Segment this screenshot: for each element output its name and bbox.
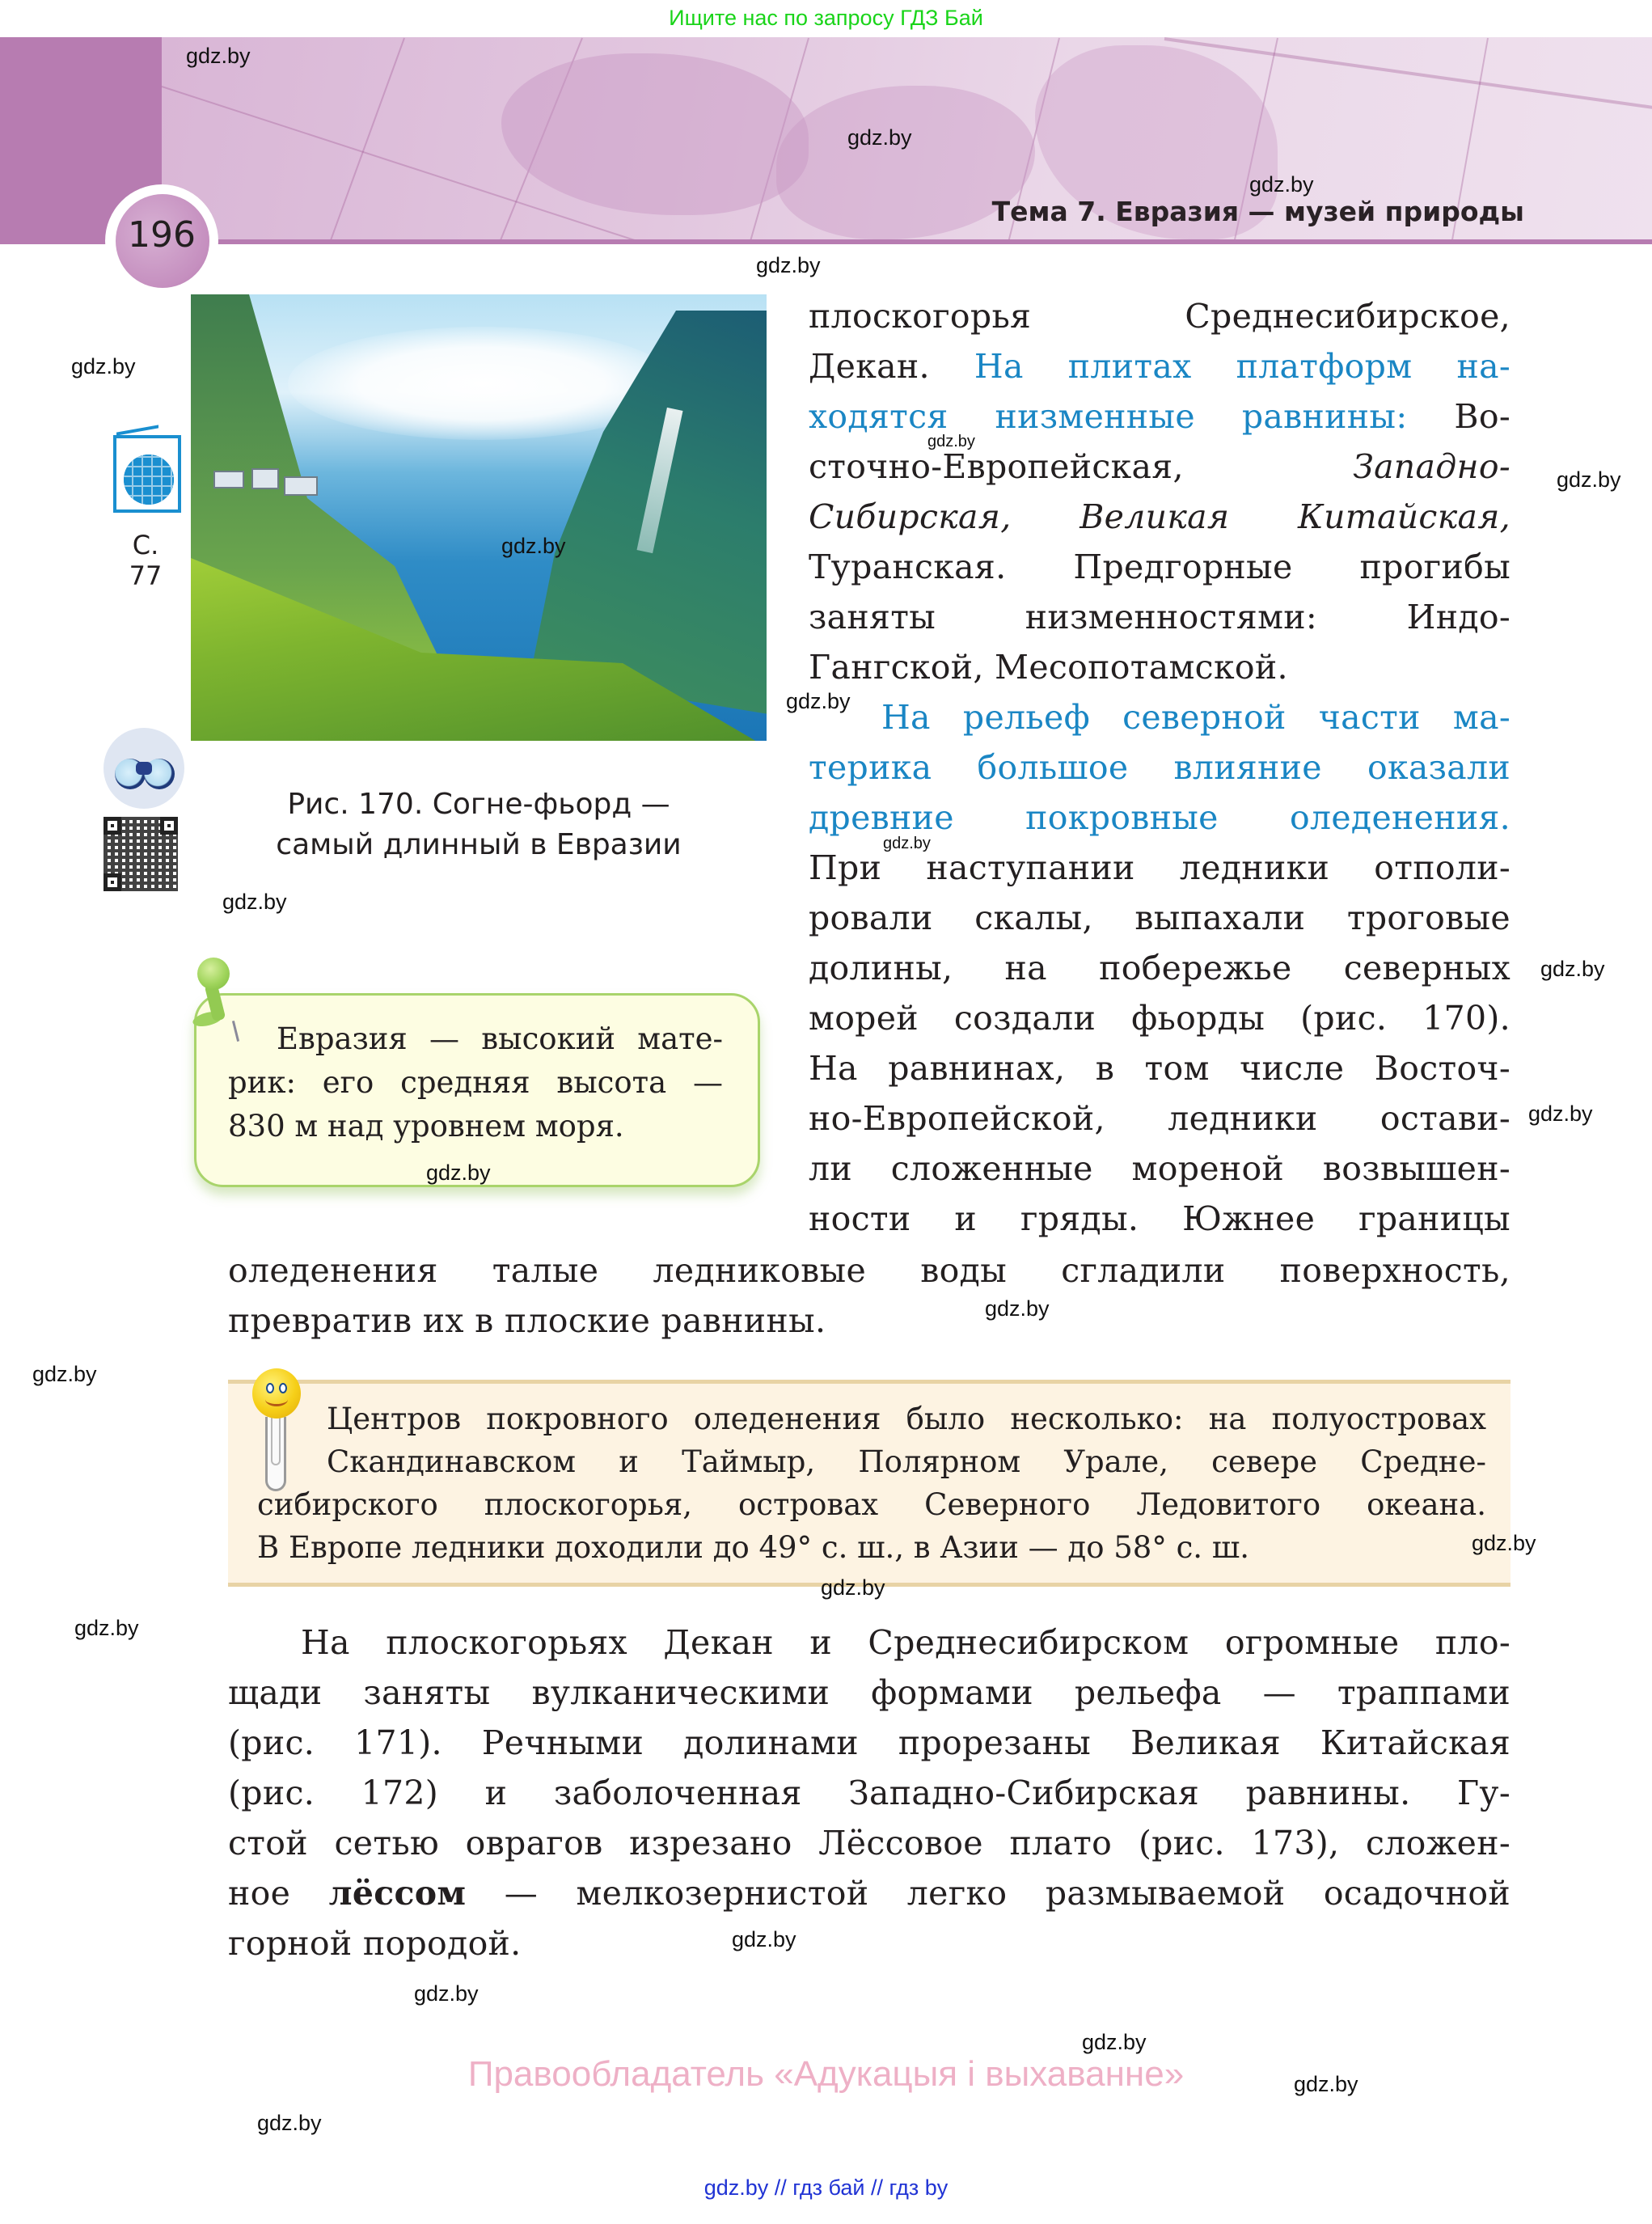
- text-line: заняты низменностями: Индо-: [809, 598, 1510, 636]
- final-paragraph: [228, 1617, 1510, 1968]
- page-number: 196: [128, 214, 196, 256]
- highlight-text: На рельеф северной части ма-: [881, 698, 1510, 737]
- caption-line: Рис. 170. Согне-фьорд —: [287, 788, 670, 821]
- text-line: [228, 1868, 1510, 1918]
- text-line: ли сложенные мореной возвышен-: [809, 1149, 1510, 1188]
- atlas-page-ref: С. 77: [129, 530, 163, 591]
- header-divider: [194, 239, 1652, 244]
- text-line: щади заняты вулканическими формами рельефа — траппами: [228, 1673, 1510, 1712]
- text-line: долины, на побережье северных: [809, 949, 1510, 987]
- qr-finder: [104, 873, 121, 891]
- watermark: gdz.by: [756, 253, 821, 277]
- watermark: gdz.by: [985, 1296, 1050, 1321]
- photo-house: [251, 468, 279, 489]
- text-line: оледенения талые ледниковые воды сгладили поверхность,: [228, 1251, 1510, 1290]
- info-line: сибирского плоскогорья, островах Северного Ледовитого океана.: [257, 1487, 1486, 1522]
- info-line: В Европе ледники доходили до 49° с. ш., в Азии — до 58° с. ш.: [257, 1530, 1249, 1565]
- watermark: gdz.by: [1540, 957, 1605, 981]
- text-line: плоскогорья Среднесибирское,: [809, 297, 1510, 336]
- watermark: gdz.by: [847, 125, 912, 150]
- text-line: На равнинах, в том числе Восточ-: [809, 1049, 1510, 1088]
- text-line: горной породой.: [228, 1924, 522, 1963]
- note-text: [228, 1017, 723, 1148]
- binoculars-bridge: [136, 762, 152, 775]
- pushpin-icon: [197, 958, 230, 990]
- photo-house: [284, 476, 318, 496]
- text-span: Во-: [1407, 397, 1510, 436]
- map-landmass: [501, 53, 809, 215]
- text-line: При наступании ледники отполи-: [809, 848, 1510, 887]
- text-line: ровали скалы, выпахали троговые: [809, 898, 1510, 937]
- globe-grid: [124, 455, 174, 505]
- highlight-text: древние покровные оледенения.: [809, 798, 1510, 837]
- watermark: gdz.by: [821, 1575, 885, 1600]
- search-banner[interactable]: Ищите нас по запросу ГДЗ Бай: [669, 6, 983, 30]
- note-line: Евразия — высокий мате-: [277, 1021, 723, 1056]
- text-span: ное: [228, 1874, 329, 1913]
- topic-title: Тема 7. Евразия — музей природы: [991, 196, 1524, 227]
- watermark: gdz.by: [222, 890, 287, 914]
- text-line: превратив их в плоские равнины.: [228, 1301, 826, 1340]
- watermark: gdz.by: [71, 354, 136, 378]
- watermark: gdz.by: [883, 835, 931, 852]
- watermark: gdz.by: [74, 1616, 139, 1640]
- watermark: gdz.by: [1294, 2072, 1358, 2096]
- note-line: рик: его средняя высота —: [228, 1065, 723, 1100]
- watermark: gdz.by: [1082, 2030, 1147, 2054]
- text-span: Декан.: [809, 347, 974, 386]
- watermark: gdz.by: [1528, 1101, 1593, 1126]
- footer-links[interactable]: gdz.by // гдз бай // гдз by: [703, 2175, 949, 2200]
- main-text-continuation: [228, 1245, 1510, 1346]
- info-line: Скандинавском и Таймыр, Полярном Урале, севере Средне-: [327, 1444, 1486, 1479]
- text-span: — мелкозернистой легко размываемой осадочной: [466, 1874, 1510, 1913]
- watermark: gdz.by: [426, 1161, 491, 1185]
- fjord-photo: [191, 294, 767, 741]
- watermark: gdz.by: [927, 433, 975, 450]
- highlight-text: ходятся низменные равнины:: [809, 397, 1408, 436]
- qr-finder: [160, 817, 178, 835]
- term-bold: лёссом: [328, 1874, 467, 1913]
- watermark: gdz.by: [257, 2111, 322, 2135]
- caption-line: самый длинный в Евразии: [276, 828, 682, 861]
- photo-house: [213, 471, 244, 488]
- watermark: gdz.by: [1249, 172, 1314, 197]
- info-line: Центров покровного оледенения было несколько: на полуостровах: [327, 1402, 1486, 1436]
- rights-holder: Правообладатель «Адукацыя і выхаванне»: [467, 2054, 1185, 2094]
- text-line: морей создали фьорды (рис. 170).: [809, 999, 1510, 1038]
- text-line: Гангской, Месопотамской.: [809, 648, 1288, 687]
- watermark: gdz.by: [501, 534, 566, 558]
- note-line: 830 м над уровнем моря.: [228, 1109, 624, 1144]
- text-line: (рис. 172) и заболоченная Западно-Сибирская равнины. Гу-: [228, 1774, 1510, 1812]
- watermark: gdz.by: [786, 689, 851, 713]
- italic-text: Западно-: [1353, 447, 1510, 486]
- watermark: gdz.by: [186, 44, 251, 68]
- highlight-text: На плитах платформ на-: [974, 347, 1510, 386]
- text-line: [809, 341, 1510, 391]
- highlight-text: терика большое влияние оказали: [809, 748, 1510, 787]
- text-line: но-Европейской, ледники остави-: [809, 1099, 1510, 1138]
- text-line: (рис. 171). Речными долинами прорезаны Великая Китайская: [228, 1723, 1510, 1762]
- watermark: gdz.by: [32, 1362, 97, 1386]
- watermark: gdz.by: [414, 1981, 479, 2006]
- text-line: ности и гряды. Южнее границы: [809, 1199, 1510, 1238]
- watermark: gdz.by: [1557, 467, 1621, 492]
- watermark: gdz.by: [732, 1927, 796, 1951]
- info-text: [257, 1397, 1486, 1569]
- text-line: [809, 442, 1510, 492]
- text-line: На плоскогорьях Декан и Среднесибирском огромные пло-: [301, 1623, 1510, 1662]
- text-span: сточно-Европейская,: [809, 447, 1354, 486]
- text-line: Туранская. Предгорные прогибы: [809, 548, 1510, 586]
- text-line: [809, 391, 1510, 442]
- main-text-column: [809, 291, 1510, 1244]
- qr-code-icon[interactable]: [104, 817, 178, 891]
- binoculars-icon[interactable]: [104, 728, 184, 809]
- text-line: стой сетью оврагов изрезано Лёссовое плато (рис. 173), сложен-: [228, 1824, 1510, 1862]
- text-line: Сибирская, Великая Китайская,: [809, 497, 1510, 536]
- watermark: gdz.by: [1472, 1531, 1536, 1555]
- figure-caption: [191, 784, 767, 865]
- qr-finder: [104, 817, 121, 835]
